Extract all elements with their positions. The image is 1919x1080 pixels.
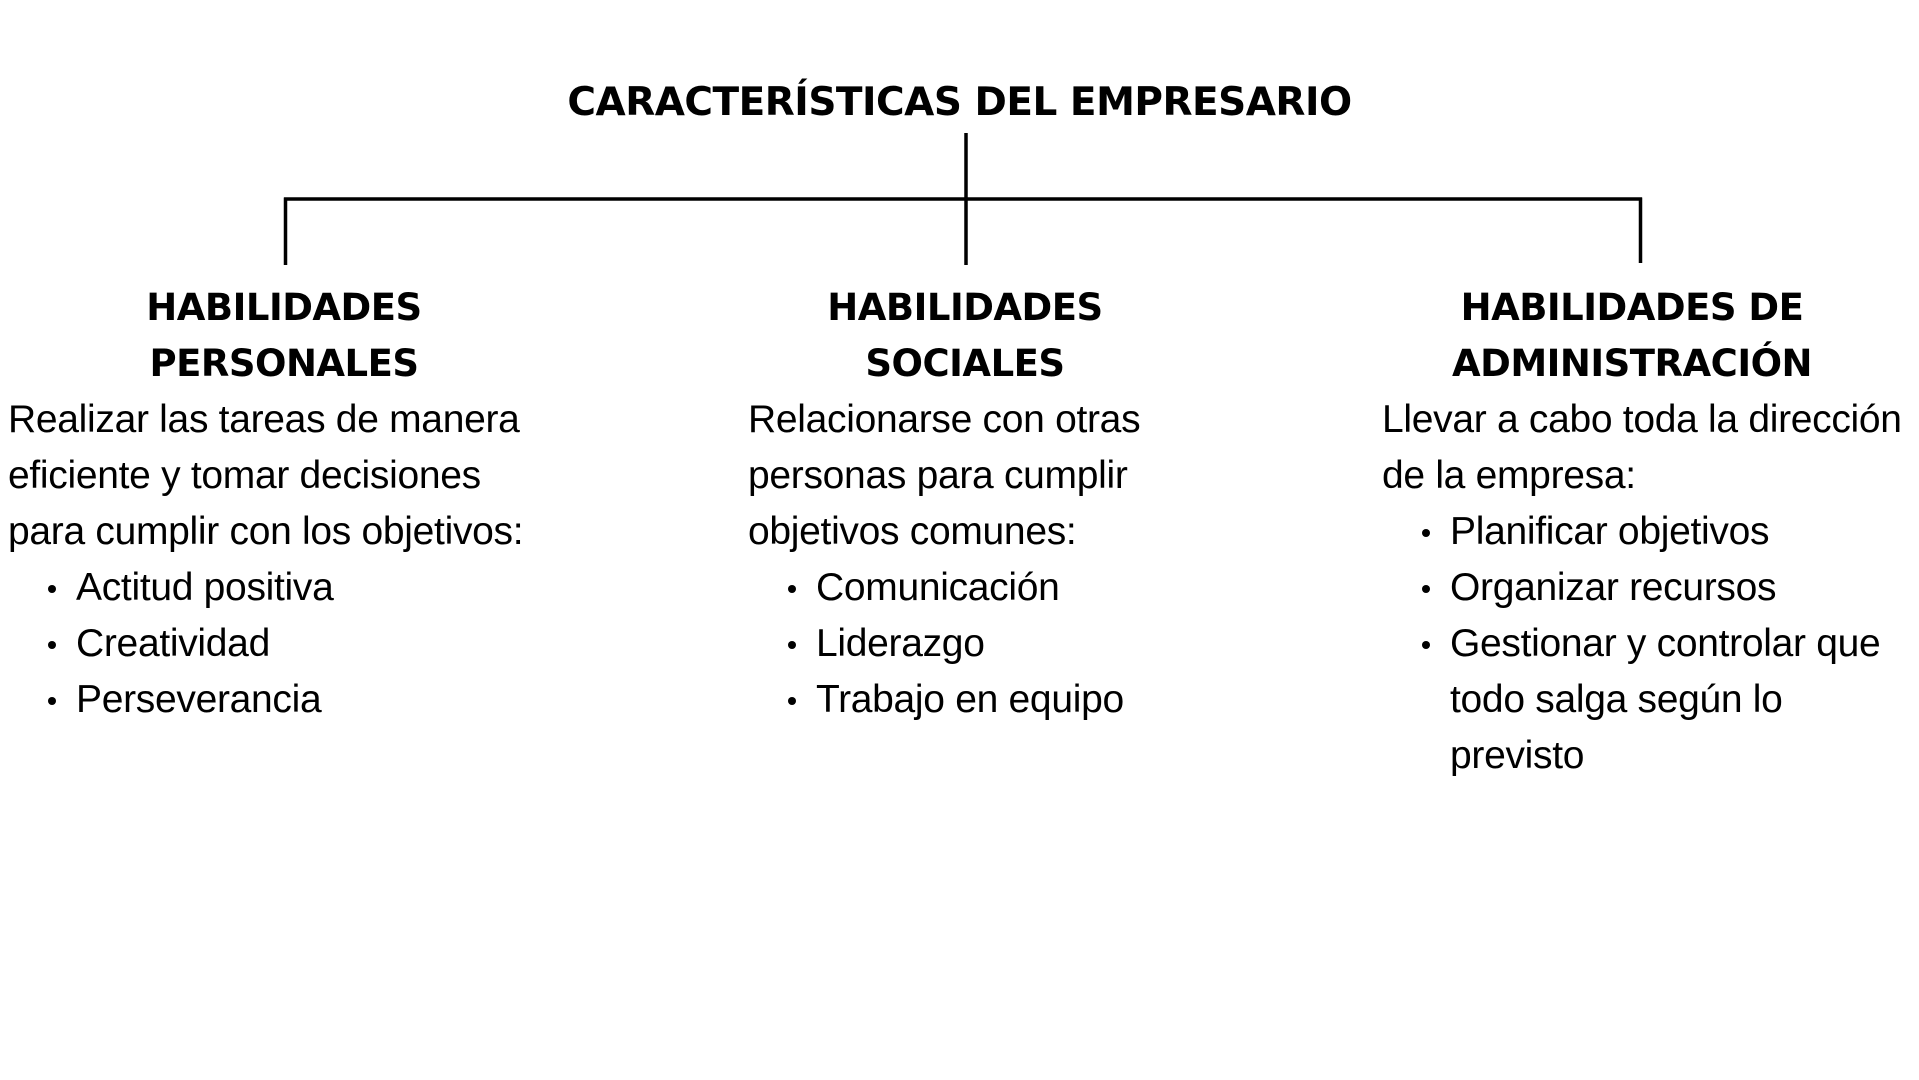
- bullet-icon: [1422, 529, 1430, 537]
- branch-heading-line: SOCIALES: [865, 342, 1065, 385]
- list-item-text: Creatividad: [76, 622, 270, 665]
- list-item: [748, 560, 1208, 616]
- diagram-title: CARACTERÍSTICAS DEL EMPRESARIO: [567, 80, 1352, 125]
- branch-heading: [1382, 280, 1882, 392]
- bullet-icon: [788, 697, 796, 705]
- branch-description: Llevar a cabo toda la dirección de la empresa:: [1382, 398, 1902, 497]
- branch-personal-skills: [8, 280, 568, 728]
- branch-heading-line: HABILIDADES DE: [1460, 286, 1804, 329]
- list-item-text: Organizar recursos: [1450, 566, 1777, 609]
- branch-list: [8, 560, 568, 728]
- branch-social-skills: [748, 280, 1208, 728]
- branch-heading: [748, 280, 1182, 392]
- list-item-text: Gestionar y controlar que todo salga según lo previsto: [1450, 622, 1881, 777]
- list-item: [8, 616, 568, 672]
- branch-description: Relacionarse con otras personas para cumplir objetivos comunes:: [748, 398, 1141, 553]
- list-item: [1382, 504, 1912, 560]
- bullet-icon: [48, 641, 56, 649]
- branch-list: [1382, 504, 1912, 784]
- bullet-icon: [48, 585, 56, 593]
- bullet-icon: [1422, 641, 1430, 649]
- branch-heading-line: HABILIDADES: [146, 286, 422, 329]
- bullet-icon: [48, 697, 56, 705]
- list-item-text: Comunicación: [816, 566, 1060, 609]
- list-item: [1382, 616, 1912, 784]
- branch-description: Realizar las tareas de manera eficiente y tomar decisiones para cumplir con los objetivos:: [8, 398, 524, 553]
- bullet-icon: [788, 641, 796, 649]
- list-item: [8, 560, 568, 616]
- branch-heading-line: ADMINISTRACIÓN: [1451, 342, 1813, 385]
- list-item-text: Liderazgo: [816, 622, 985, 665]
- branch-list: [748, 560, 1208, 728]
- branch-heading-line: PERSONALES: [149, 342, 419, 385]
- bullet-icon: [1422, 585, 1430, 593]
- list-item: [1382, 560, 1912, 616]
- branch-heading: [8, 280, 560, 392]
- list-item: [748, 616, 1208, 672]
- bullet-icon: [788, 585, 796, 593]
- list-item-text: Planificar objetivos: [1450, 510, 1770, 553]
- list-item-text: Actitud positiva: [76, 566, 334, 609]
- branch-heading-line: HABILIDADES: [827, 286, 1103, 329]
- list-item: [8, 672, 568, 728]
- list-item-text: Trabajo en equipo: [816, 678, 1124, 721]
- branch-administration-skills: [1382, 280, 1912, 784]
- list-item: [748, 672, 1208, 728]
- list-item-text: Perseverancia: [76, 678, 322, 721]
